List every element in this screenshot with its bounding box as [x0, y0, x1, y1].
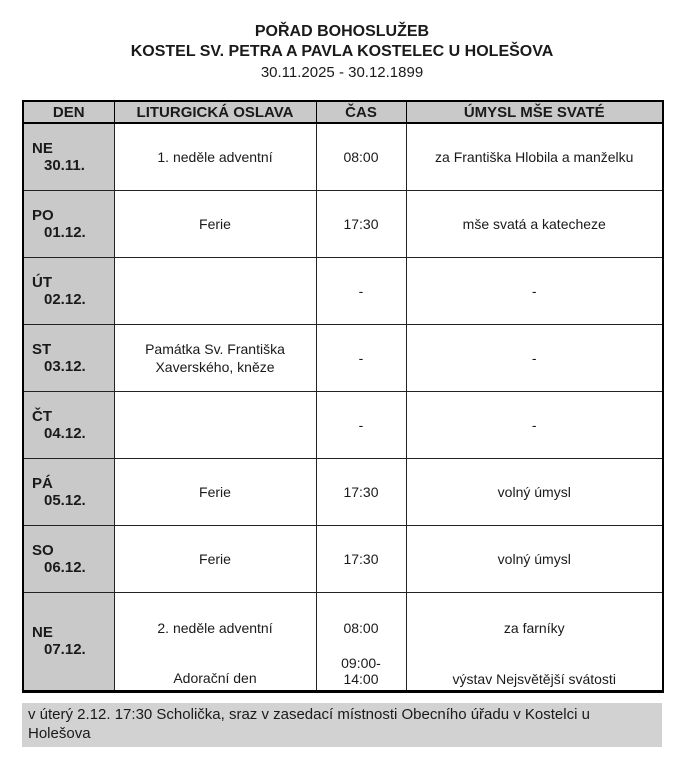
column-header-umysl: ÚMYSL MŠE SVATÉ	[406, 101, 663, 123]
day-cell	[23, 123, 114, 190]
day-date: 05.12.	[44, 491, 86, 509]
day-abbrev: ST	[32, 340, 52, 358]
day-date: 30.11.	[44, 156, 85, 174]
table-row-po-01-12	[23, 190, 663, 257]
intention-primary: za farníky	[503, 620, 565, 636]
celebration-cell	[114, 257, 316, 324]
day-date: 06.12.	[44, 558, 86, 576]
day-abbrev: ÚT	[32, 273, 52, 291]
intention-cell: -	[406, 324, 663, 391]
time-cell: 17:30	[316, 458, 406, 525]
intention-cell: -	[406, 391, 663, 458]
time-cell: -	[316, 257, 406, 324]
celebration-primary: 2. neděle adventní	[157, 620, 273, 636]
intention-cell: za Františka Hlobila a manželku	[406, 123, 663, 190]
time-cell	[316, 592, 406, 691]
intention-cell: -	[406, 257, 663, 324]
footer-note-text: v úterý 2.12. 17:30 Scholička, sraz v zasedací místnosti Obecního úřadu v Kostelci u Holešova	[28, 706, 590, 742]
day-date: 07.12.	[44, 641, 86, 658]
celebration-cell: 1. neděle adventní	[114, 123, 316, 190]
table-row-ne-07-12	[23, 592, 663, 691]
column-header-den: DEN	[23, 101, 114, 123]
page-subtitle: KOSTEL SV. PETRA A PAVLA KOSTELEC U HOLEŠOVA	[130, 43, 554, 60]
column-header-cas: ČAS	[316, 101, 406, 123]
day-cell	[23, 257, 114, 324]
table-row-so-06-12	[23, 525, 663, 592]
intention-cell	[406, 592, 663, 691]
footer-note	[22, 703, 662, 747]
day-abbrev: PÁ	[32, 474, 53, 492]
time-cell: -	[316, 324, 406, 391]
document-header	[0, 0, 684, 83]
celebration-cell: Ferie	[114, 525, 316, 592]
day-cell	[23, 190, 114, 257]
day-cell	[23, 458, 114, 525]
day-date: 03.12.	[44, 357, 86, 375]
intention-secondary: výstav Nejsvětější svátosti	[452, 670, 616, 687]
time-cell: -	[316, 391, 406, 458]
day-date: 02.12.	[44, 290, 86, 308]
table-row-ne-30-11	[23, 123, 663, 190]
table-row-ct-04-12	[23, 391, 663, 458]
celebration-secondary: Adorační den	[173, 669, 257, 686]
intention-cell: mše svatá a katecheze	[406, 190, 663, 257]
table-row-ut-02-12	[23, 257, 663, 324]
time-secondary: 09:00-14:00	[341, 654, 381, 687]
day-cell	[23, 391, 114, 458]
celebration-cell: Ferie	[114, 190, 316, 257]
day-abbrev: SO	[32, 541, 54, 559]
day-date: 01.12.	[44, 223, 86, 241]
day-cell	[23, 592, 114, 691]
celebration-cell	[114, 391, 316, 458]
intention-cell: volný úmysl	[406, 458, 663, 525]
page-title: POŘAD BOHOSLUŽEB	[254, 23, 430, 40]
column-header-liturgicka-oslava: LITURGICKÁ OSLAVA	[114, 101, 316, 123]
day-abbrev: NE	[32, 624, 53, 641]
day-abbrev: ČT	[32, 407, 52, 425]
day-cell	[23, 525, 114, 592]
time-cell: 17:30	[316, 525, 406, 592]
schedule-table	[22, 100, 664, 693]
day-date: 04.12.	[44, 424, 86, 442]
time-cell: 17:30	[316, 190, 406, 257]
time-primary: 08:00	[343, 620, 379, 636]
day-cell	[23, 324, 114, 391]
date-range: 30.11.2025 - 30.12.1899	[260, 64, 424, 81]
day-abbrev: NE	[32, 139, 53, 157]
day-abbrev: PO	[32, 206, 54, 224]
table-row-st-03-12	[23, 324, 663, 391]
table-header-row	[23, 101, 663, 123]
celebration-cell	[114, 592, 316, 691]
celebration-cell: Památka Sv. Františka Xaverského, kněze	[114, 324, 316, 391]
table-row-pa-05-12	[23, 458, 663, 525]
celebration-cell: Ferie	[114, 458, 316, 525]
time-cell: 08:00	[316, 123, 406, 190]
intention-cell: volný úmysl	[406, 525, 663, 592]
